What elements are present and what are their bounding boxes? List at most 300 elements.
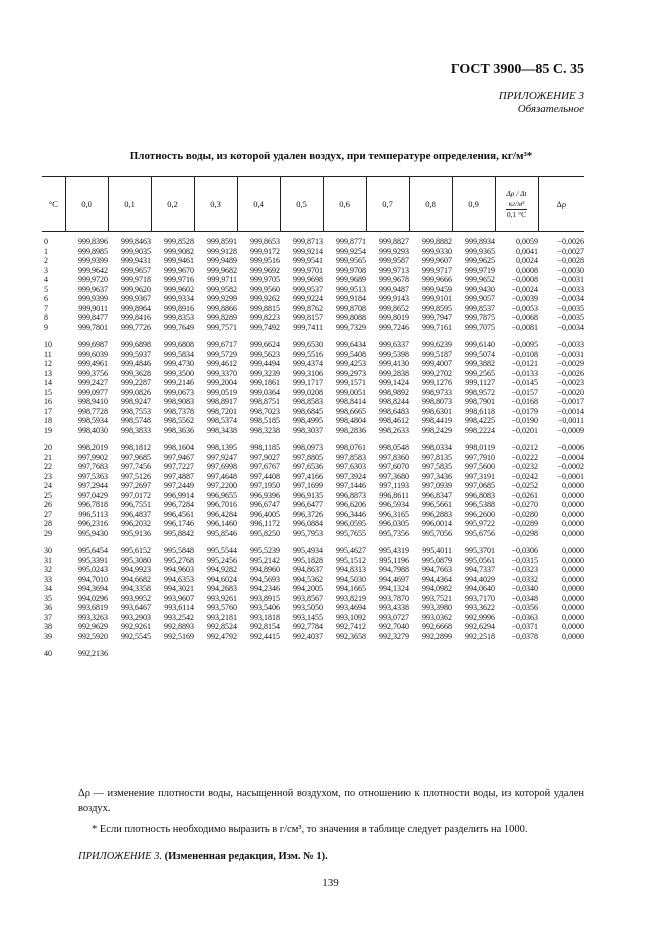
density-cell: 999,9642	[78, 265, 108, 275]
density-cell: 998,7201	[207, 406, 237, 416]
density-cell: 998,9733	[422, 387, 452, 397]
appendix-title: ПРИЛОЖЕНИЕ 3	[498, 90, 584, 102]
density-cell: 992,3279	[379, 631, 409, 641]
column-header: 0,0	[65, 177, 108, 232]
density-cell: 998,5748	[121, 416, 151, 425]
density-cell: 999,8866	[207, 303, 237, 313]
density-cell: 993,3263	[78, 612, 108, 622]
density-cell: 999,7571	[207, 322, 237, 332]
delta-cell: −0,0020	[557, 387, 584, 397]
density-cell: 996,0884	[293, 519, 323, 528]
delta-cell: 0,0000	[562, 528, 584, 538]
density-cell: 999,4494	[250, 359, 280, 368]
density-cell: 996,7284	[164, 500, 194, 509]
temperature-cell: 29	[44, 528, 52, 538]
density-cell: 998,1604	[164, 443, 194, 452]
temperature-cell: 16	[44, 397, 52, 406]
density-cell: 998,2019	[78, 443, 108, 452]
density-cell: 999,9489	[207, 256, 237, 265]
table-group-gap	[42, 435, 584, 443]
delta-column-header: Δρ	[538, 177, 584, 232]
temperature-cell: 12	[44, 359, 52, 368]
gradient-cell: −0,0332	[511, 574, 538, 584]
density-cell: 999,7246	[379, 322, 409, 332]
density-cell: 996,8083	[465, 490, 495, 500]
density-cell: 992,9996	[465, 612, 495, 622]
density-cell	[409, 649, 452, 659]
delta-cell: −0,0028	[557, 256, 584, 265]
gradient-cell: −0,0222	[511, 452, 538, 462]
density-cell: 996,7016	[207, 500, 237, 509]
density-cell: 999,8985	[78, 246, 108, 256]
density-cell: 993,2181	[207, 612, 237, 622]
delta-cell: −0,0029	[557, 359, 584, 368]
delta-cell: −0,0006	[557, 443, 584, 452]
density-cell: 992,5545	[121, 631, 151, 641]
density-cell: 994,4697	[379, 574, 409, 584]
density-cell: 998,9572	[465, 387, 495, 397]
density-cell: 995,2456	[207, 555, 237, 565]
density-cell: 996,5661	[422, 500, 452, 509]
column-header: 0,9	[452, 177, 495, 232]
table-row	[42, 472, 584, 482]
density-cell: 997,5126	[121, 471, 151, 481]
temperature-cell: 25	[44, 490, 52, 500]
density-cell: 995,1196	[379, 555, 409, 565]
table-row	[42, 565, 584, 575]
table-row	[42, 443, 584, 453]
density-cell: 994,5030	[336, 574, 366, 584]
temperature-cell: 19	[44, 425, 52, 435]
density-cell: 995,0243	[78, 565, 108, 574]
density-cell: 999,9602	[164, 284, 194, 294]
density-cell: 995,6756	[465, 528, 495, 538]
gradient-unit: кг/м³	[506, 199, 526, 210]
delta-cell: −0,0017	[557, 397, 584, 406]
density-cell: 999,9516	[250, 256, 280, 265]
density-cell: 999,8762	[293, 303, 323, 313]
table-group-gap	[42, 538, 584, 546]
delta-note: Δρ — изменение плотности воды, насыщенной воздухом, по отношению к плотности воды, из которой удален воздух.	[78, 788, 584, 814]
density-cell: 998,8917	[207, 397, 237, 406]
table-row	[42, 388, 584, 398]
gradient-cell: −0,0298	[511, 528, 538, 538]
density-cell: 999,9620	[121, 284, 151, 294]
density-cell: 992,8154	[250, 622, 280, 631]
density-cell: 999,3370	[207, 368, 237, 378]
density-cell: 999,9128	[207, 246, 237, 256]
density-cell: 999,4130	[379, 359, 409, 368]
temperature-cell: 13	[44, 368, 52, 378]
gradient-cell: −0,0095	[511, 340, 538, 349]
temperature-cell: 27	[44, 509, 52, 519]
density-cell: 996,2032	[121, 519, 151, 528]
density-cell: 996,7818	[78, 500, 108, 509]
density-cell: 999,9082	[164, 246, 194, 256]
density-cell: 999,9637	[78, 284, 108, 294]
density-cell: 999,4961	[78, 359, 108, 368]
appendix-label	[380, 90, 584, 116]
density-cell: 999,8708	[336, 303, 366, 313]
density-cell: 992,7040	[379, 622, 409, 631]
gradient-cell: −0,0356	[511, 603, 538, 612]
density-cell: 998,7728	[78, 406, 108, 416]
density-cell: 999,9224	[293, 294, 323, 303]
density-cell: 999,9459	[422, 284, 452, 294]
density-cell: 995,9430	[78, 528, 108, 538]
density-cell: 993,7870	[379, 593, 409, 603]
change-note-appendix: ПРИЛОЖЕНИЕ 3.	[78, 851, 162, 862]
density-cell: 999,9334	[164, 294, 194, 303]
density-cell: 993,1455	[293, 612, 323, 622]
temperature-cell: 31	[44, 555, 52, 565]
delta-cell: 0,0000	[562, 546, 584, 555]
density-cell: 996,3446	[336, 509, 366, 519]
temperature-cell: 1	[44, 246, 48, 256]
density-cell	[366, 649, 409, 659]
density-cell: 999,8416	[121, 313, 151, 322]
density-cell: 992,8524	[207, 622, 237, 631]
density-cell: 999,6337	[379, 340, 409, 349]
density-cell: 999,2146	[164, 378, 194, 387]
delta-cell: 0,0000	[562, 593, 584, 603]
density-cell: 999,9652	[465, 275, 495, 284]
gradient-cell: −0,0081	[511, 322, 538, 332]
gradient-cell: −0,0179	[511, 406, 538, 416]
table-row	[42, 350, 584, 360]
density-cell: 999,4374	[293, 359, 323, 368]
table-row	[42, 529, 584, 539]
density-cell: 999,9365	[465, 246, 495, 256]
gap-cell	[42, 332, 584, 340]
density-cell: 995,2768	[164, 555, 194, 565]
temperature-cell: 10	[44, 340, 52, 349]
density-cell: 994,6024	[207, 574, 237, 584]
density-cell	[151, 649, 194, 659]
temperature-cell: 26	[44, 500, 52, 509]
density-cell: 997,0172	[121, 490, 151, 500]
density-cell: 994,1665	[336, 584, 366, 593]
density-cell: 997,2200	[207, 481, 237, 490]
density-cell: 996,5934	[379, 500, 409, 509]
density-cell: 999,9705	[250, 275, 280, 284]
gradient-fraction	[506, 189, 526, 220]
density-cell: 998,0334	[422, 443, 452, 452]
density-cell: 999,6239	[422, 340, 452, 349]
density-cell: 996,1460	[207, 519, 237, 528]
density-cell: 999,9682	[207, 265, 237, 275]
table-row	[42, 613, 584, 623]
density-cell: 992,6294	[465, 622, 495, 631]
table-row	[42, 416, 584, 426]
density-cell: 999,1127	[465, 378, 495, 387]
density-cell: 995,5848	[164, 546, 194, 555]
density-cell: 996,4837	[121, 509, 151, 519]
density-cell: 994,2346	[250, 584, 280, 593]
density-cell: 992,7784	[293, 622, 323, 631]
table-row	[42, 340, 584, 350]
density-cell: 999,6987	[78, 340, 108, 349]
density-cell: 998,3833	[121, 425, 151, 435]
density-cell: 995,3080	[121, 555, 151, 565]
delta-cell: −0,0023	[557, 378, 584, 387]
density-cell: 997,8583	[336, 452, 366, 462]
column-header: 0,2	[151, 177, 194, 232]
density-cell: 999,6140	[465, 340, 495, 349]
density-cell: 995,7655	[336, 528, 366, 538]
density-cell: 995,5544	[207, 546, 237, 555]
density-cell: 999,9101	[422, 294, 452, 303]
gradient-column-header	[495, 177, 538, 232]
density-cell: 992,9261	[121, 622, 151, 631]
density-cell: 998,6301	[422, 406, 452, 416]
density-cell: 996,5113	[78, 509, 108, 519]
column-header: 0,6	[323, 177, 366, 232]
temperature-cell: 5	[44, 284, 48, 294]
density-cell: 994,6682	[121, 574, 151, 584]
density-cell: 999,0364	[250, 387, 280, 397]
density-cell: 999,8591	[207, 237, 237, 246]
density-cell: 999,9560	[250, 284, 280, 294]
density-cell: 999,8827	[379, 237, 409, 246]
density-cell: 996,8347	[422, 490, 452, 500]
density-cell: 995,1828	[293, 555, 323, 565]
density-cell: 999,7411	[293, 322, 323, 332]
table-row	[42, 313, 584, 323]
density-cell: 997,1446	[336, 481, 366, 490]
density-cell: 996,9135	[293, 490, 323, 500]
density-cell: 994,1324	[379, 584, 409, 593]
density-cell: 998,8073	[422, 397, 452, 406]
density-cell: 992,2899	[422, 631, 452, 641]
gradient-cell: −0,0008	[511, 275, 538, 284]
density-cell: 996,0595	[336, 519, 366, 528]
density-cell: 999,1276	[422, 378, 452, 387]
table-row	[42, 622, 584, 632]
density-cell: 998,5185	[250, 416, 280, 425]
density-cell: 993,0362	[422, 612, 452, 622]
delta-cell: 0,0000	[562, 622, 584, 631]
table-body	[42, 232, 584, 659]
density-cell: 998,0761	[336, 443, 366, 452]
density-cell: 999,7726	[121, 322, 151, 332]
density-cell: 993,7170	[465, 593, 495, 603]
density-cell	[280, 649, 323, 659]
table-title: Плотность воды, из которой удален воздух, при температуре определения, кг/м³*	[129, 150, 533, 162]
table-row	[42, 575, 584, 585]
temperature-cell: 20	[44, 443, 52, 452]
density-cell: 998,6118	[465, 406, 495, 416]
density-cell: 998,7901	[465, 397, 495, 406]
table-row	[42, 500, 584, 510]
gradient-cell: 0,0008	[516, 265, 538, 275]
density-cell: 999,9537	[293, 284, 323, 294]
density-cell: 996,1746	[164, 519, 194, 528]
density-cell: 999,8157	[293, 313, 323, 322]
density-cell: 994,7988	[379, 565, 409, 574]
density-cell: 992,2136	[78, 649, 108, 658]
density-cell: 997,8135	[422, 452, 452, 462]
density-cell: 994,9603	[164, 565, 194, 574]
gradient-cell: −0,0363	[511, 612, 538, 622]
density-cell: 999,7329	[336, 322, 366, 332]
density-cell: 997,2944	[78, 481, 108, 490]
table-row	[42, 426, 584, 436]
density-cell: 999,7875	[465, 313, 495, 322]
density-cell: 994,4364	[422, 574, 452, 584]
density-cell: 994,5362	[293, 574, 323, 584]
gradient-cell: −0,0348	[511, 593, 538, 603]
delta-cell: −0,0011	[557, 416, 584, 425]
density-cell: 995,9722	[465, 519, 495, 528]
density-cell: 994,4029	[465, 574, 495, 584]
temperature-cell: 4	[44, 275, 48, 284]
temperature-cell: 22	[44, 462, 52, 471]
density-cell: 999,9299	[207, 294, 237, 303]
density-cell: 999,9717	[422, 265, 452, 275]
gradient-cell: −0,0133	[511, 368, 538, 378]
delta-cell: −0,0035	[557, 313, 584, 322]
density-cell: 999,5074	[465, 349, 495, 359]
density-cell: 992,5169	[164, 631, 194, 641]
density-cell: 999,5729	[207, 349, 237, 359]
table-row	[42, 510, 584, 520]
temperature-cell: 17	[44, 406, 52, 416]
density-cell: 999,4846	[121, 359, 151, 368]
temperature-cell: 35	[44, 593, 52, 603]
density-cell: 999,1717	[293, 378, 323, 387]
density-cell: 999,3239	[250, 368, 280, 378]
density-cell: 999,5187	[422, 349, 452, 359]
density-cell: 999,9172	[250, 246, 280, 256]
temperature-cell: 28	[44, 519, 52, 528]
density-cell: 999,9678	[379, 275, 409, 284]
gradient-cell: 0,0024	[516, 256, 538, 265]
table-row	[42, 359, 584, 369]
density-cell: 997,6536	[293, 462, 323, 471]
density-cell: 999,8771	[336, 237, 366, 246]
density-cell: 999,5408	[336, 349, 366, 359]
delta-cell: 0,0000	[562, 481, 584, 490]
density-cell: 997,7683	[78, 462, 108, 471]
delta-cell: −0,0001	[557, 471, 584, 481]
density-cell: 996,4005	[250, 509, 280, 519]
gradient-cell: −0,0053	[511, 303, 538, 313]
table-row	[42, 397, 584, 407]
density-cell: 994,8960	[250, 565, 280, 574]
gradient-denominator: 0,1 °C	[506, 209, 527, 219]
density-cell: 998,9892	[379, 387, 409, 397]
density-cell: 993,8915	[250, 593, 280, 603]
density-cell: 999,3628	[121, 368, 151, 378]
delta-cell: 0,0000	[562, 519, 584, 528]
density-cell: 998,9410	[78, 397, 108, 406]
density-cell: 996,0014	[422, 519, 452, 528]
density-cell: 996,7551	[121, 500, 151, 509]
density-cell: 999,4007	[422, 359, 452, 368]
density-cell: 993,2903	[121, 612, 151, 622]
density-cell: 993,6114	[164, 603, 194, 612]
density-cell: 998,2224	[465, 425, 495, 435]
density-cell: 999,9701	[293, 265, 323, 275]
density-cell: 998,8244	[379, 397, 409, 406]
delta-cell: 0,0000	[562, 584, 584, 593]
density-cell: 997,5600	[465, 462, 495, 471]
density-cell: 998,4419	[422, 416, 452, 425]
density-cell: 992,9629	[78, 622, 108, 631]
density-cell: 994,6353	[164, 574, 194, 584]
density-cell: 999,9666	[422, 275, 452, 284]
gradient-cell: −0,0280	[511, 509, 538, 519]
temperature-cell: 18	[44, 416, 52, 425]
density-cell: 997,8360	[379, 452, 409, 462]
density-cell: 998,4225	[465, 416, 495, 425]
density-cell: 998,4030	[78, 425, 108, 435]
temperature-cell: 9	[44, 322, 48, 332]
density-cell: 999,9713	[379, 265, 409, 275]
gradient-cell: 0,0041	[516, 246, 538, 256]
table-row	[42, 491, 584, 501]
density-cell: 998,2429	[422, 425, 452, 435]
density-cell: 999,8396	[78, 237, 108, 246]
density-cell: 999,9057	[465, 294, 495, 303]
density-cell: 998,3037	[293, 425, 323, 435]
density-cell: 996,5388	[465, 500, 495, 509]
density-cell: 995,2142	[250, 555, 280, 565]
density-cell: 999,9431	[121, 256, 151, 265]
density-cell: 998,9083	[164, 397, 194, 406]
delta-cell: 0,0000	[562, 612, 584, 622]
density-cell: 997,1193	[379, 481, 409, 490]
density-cell: 997,0429	[78, 490, 108, 500]
gradient-cell: −0,0157	[511, 387, 538, 397]
table-row	[42, 453, 584, 463]
density-cell: 996,6206	[336, 500, 366, 509]
density-cell: 998,3438	[207, 425, 237, 435]
delta-cell: −0,0031	[557, 349, 584, 359]
density-cell: 998,3636	[164, 425, 194, 435]
density-cell: 999,1861	[250, 378, 280, 387]
density-cell: 999,9689	[336, 275, 366, 284]
delta-cell: 0,0000	[562, 574, 584, 584]
change-note	[78, 851, 584, 862]
density-cell: 998,6483	[379, 406, 409, 416]
density-cell: 994,0296	[78, 593, 108, 603]
delta-cell	[538, 649, 584, 659]
density-cell: 996,2600	[465, 509, 495, 519]
table-row	[42, 232, 584, 247]
density-cell: 996,9914	[164, 490, 194, 500]
density-cell: 999,8223	[250, 313, 280, 322]
gradient-cell: −0,0378	[511, 631, 538, 641]
density-cell: 994,0982	[422, 584, 452, 593]
density-cell: 999,7801	[78, 322, 108, 332]
density-cell: 999,9692	[250, 265, 280, 275]
table-row	[42, 323, 584, 333]
density-cell: 992,8893	[164, 622, 194, 631]
density-cell: 997,8805	[293, 452, 323, 462]
density-cell: 999,9565	[336, 256, 366, 265]
density-cell	[452, 649, 495, 659]
density-cell: 999,8916	[164, 303, 194, 313]
density-cell: 997,4408	[250, 471, 280, 481]
density-cell: 999,6530	[293, 340, 323, 349]
temperature-cell: 11	[44, 349, 52, 359]
density-cell: 992,4415	[250, 631, 280, 641]
density-cell: 999,1571	[336, 378, 366, 387]
density-cell: 998,1185	[250, 443, 280, 452]
density-cell: 998,7553	[121, 406, 151, 416]
